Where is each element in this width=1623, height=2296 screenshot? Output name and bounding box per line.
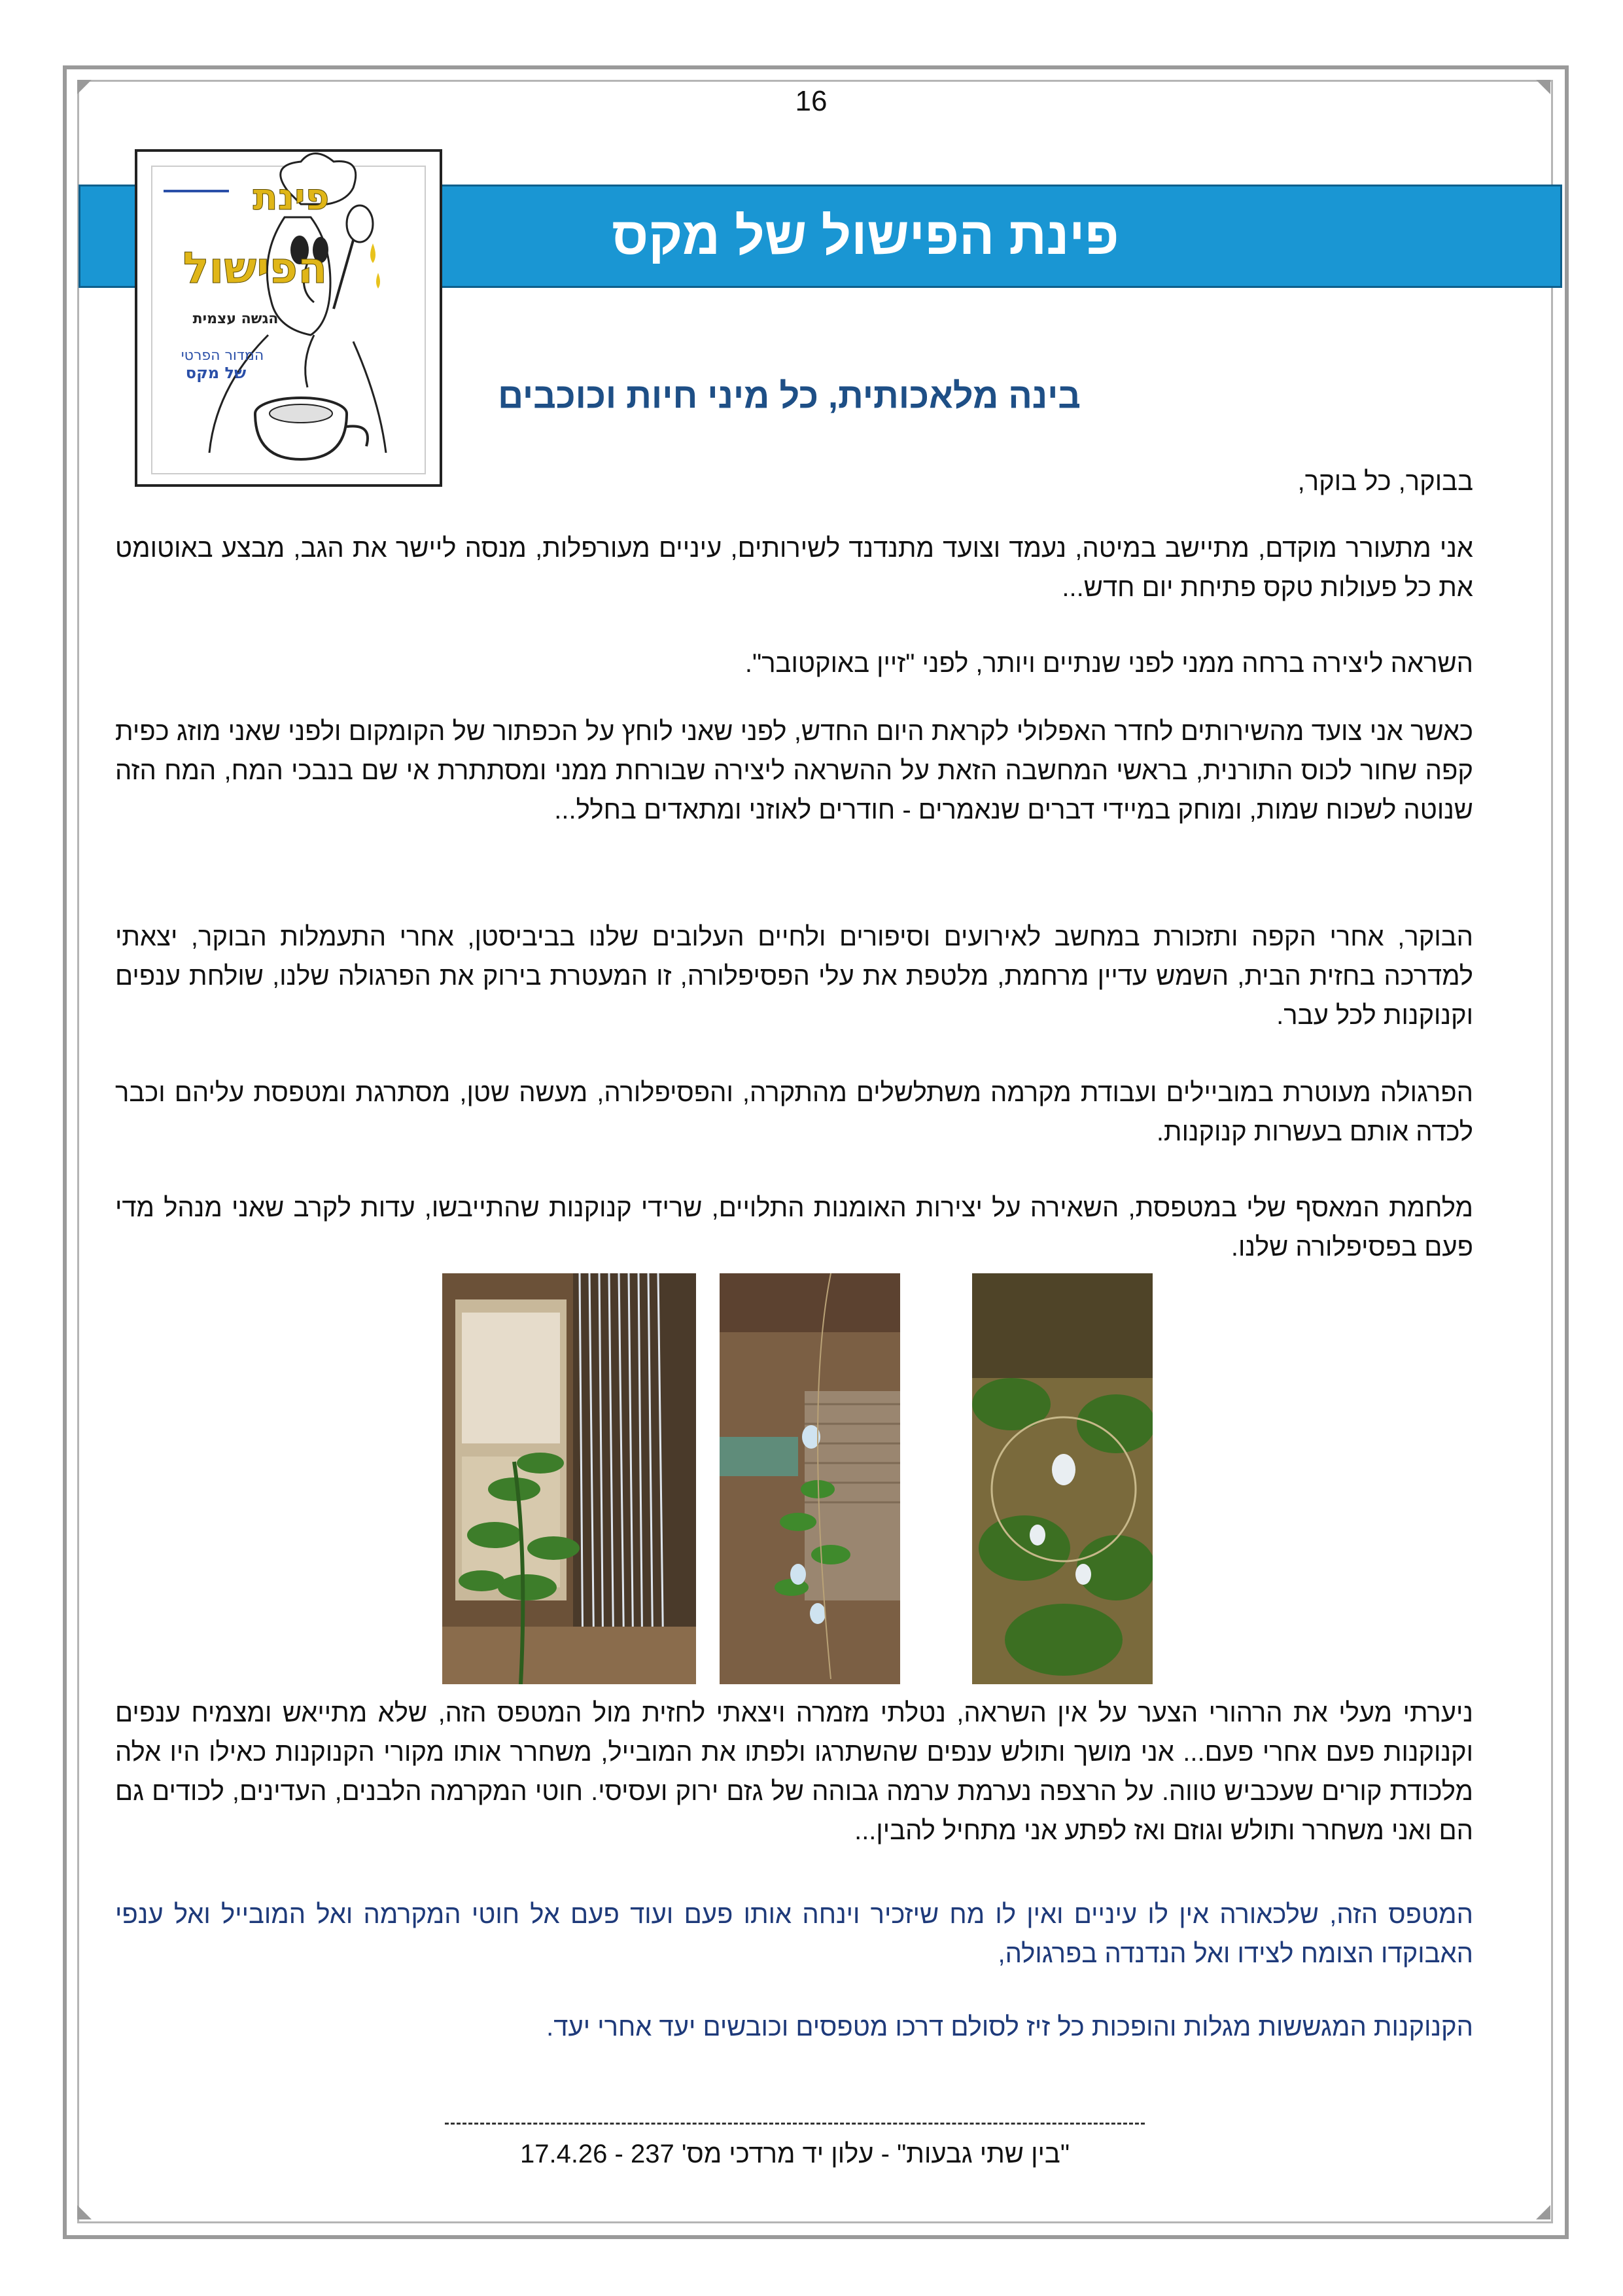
footer-text: "בין שתי גבעות" - עלון יד מרדכי מס' 237 - 17.4.26 [519,2140,1070,2168]
svg-text:הגשה עצמית: הגשה עצמית [192,311,279,327]
footer-divider [445,2123,1145,2125]
paragraph: הקנוקנות המגששות מגלות והופכות כל זיז לסולם דרכו מטפסים וכובשים יעד אחרי יעד. [546,2013,1473,2041]
paragraph: השראה ליצירה ברחה ממני לפני שנתיים ויותר, לפני "זיין באוקטובר". [744,649,1473,678]
paragraph: הפרגולה מעוטרת במוביילים ועבודת מקרמה משתלשלים מהתקרה, והפסיפלורה, מעשה שטן, מסתרגת ומטפסת עליהם וכבר לכדה אותם בעשרות קנוקנות. [115,1078,1473,1146]
pergola-photo-middle [720,1273,900,1684]
svg-text:של מקס: של מקס [185,364,247,382]
paragraph: אני מתעורר מוקדם, מתיישב במיטה, נעמד וצועד מתנדנד לשירותים, עיניים מעורפלות, מנסה ליישר את הגב, מבצע באוטומט את כל פעולות טקס פתיחת יום חדש... [115,534,1473,602]
frame-corner [77,80,92,94]
pergola-photo-left [442,1273,696,1684]
svg-text:המדור הפרטי: המדור הפרטי [181,347,264,364]
cook-drawing-icon [137,152,440,484]
frame-corner [1536,2205,1550,2219]
article-subtitle: בינה מלאכותית, כל מיני חיות וכוכבים [498,376,1081,415]
paragraph: המטפס הזה, שלכאורה אין לו עיניים ואין לו מח שיזכיר וינחה אותו פעם ועוד פעם אל חוטי המקרמה ואל המובייל ואל ענפי האבוקדו הצומח לצידו ואל הנדנדה בפרגולה, [115,1900,1473,1968]
paragraph: מלחמת המאסף שלי במטפסת, השאירה על יצירות האומנות התלויים, שרידי קנוקנות שהתייבשו, עדות לקרב שאני מנהל מדי פעם בפסיפלורה שלנו. [115,1193,1473,1262]
paragraph: כאשר אני צועד מהשירותים לחדר האפלולי לקראת היום החדש, לפני שאני לוחץ על הכפתור של הקומקום ולפני שאני מוזג כפית קפה שחור לכוס התורנית, בראשי המחשבה הזאת על ההשראה ליצירה שבורחת ממני ומסתתרת אי שם בנבכי המח, המח הזה שנוטה לשכוח שמות, ומוחק במיידי דברים שנאמרים - חודרים לאוזני ומתאדים בחלל... [115,717,1473,824]
pergola-photo-right [972,1273,1153,1684]
paragraph: בבוקר, כל בוקר, [1297,467,1473,496]
svg-text:הפישול: הפישול [183,243,328,293]
paragraph: ניערתי מעלי את הרהורי הצער על אין השראה, נטלתי מזמרה ויצאתי לחזית מול המטפס הזה, שלא מתייאש ומצמיח ענפים וקנוקנות פעם אחרי פעם... אני מושך ותולש ענפים שהשתרגו ולפתו את המובייל, משחרר אותו מקורי הקנוקנות כאילו היו אלה מלכודת קורים שעכביש טווה. על הרצפה נערמת ערמה גבוהה של גזם ירוק ועסיסי. חוטי המקרמה הלבנים, העדינים, לכודים גם הם ואני משחרר ותולש וגוזם ואז לפתע אני מתחיל להבין... [115,1699,1473,1845]
page-number: 16 [795,85,828,117]
paragraph: הבוקר, אחרי הקפה ותזכורת במחשב לאירועים וסיפורים ולחיים העלובים שלנו בביביסטן, אחרי התעמלות הבוקר, יצאתי למדרכה בחזית הבית, השמש עדיין מרחמת, מלטפת את עלי הפסיפלורה, זו המעטרת בירוק את הפרגולה שלנו, שולחת ענפים וקנוקנות לכל עבר. [115,923,1473,1030]
frame-corner [77,2205,92,2219]
banner-title: פינת הפישול של מקס [612,207,1119,265]
svg-text:פינת: פינת [253,176,330,219]
frame-corner [1536,80,1550,94]
column-logo [135,149,442,487]
